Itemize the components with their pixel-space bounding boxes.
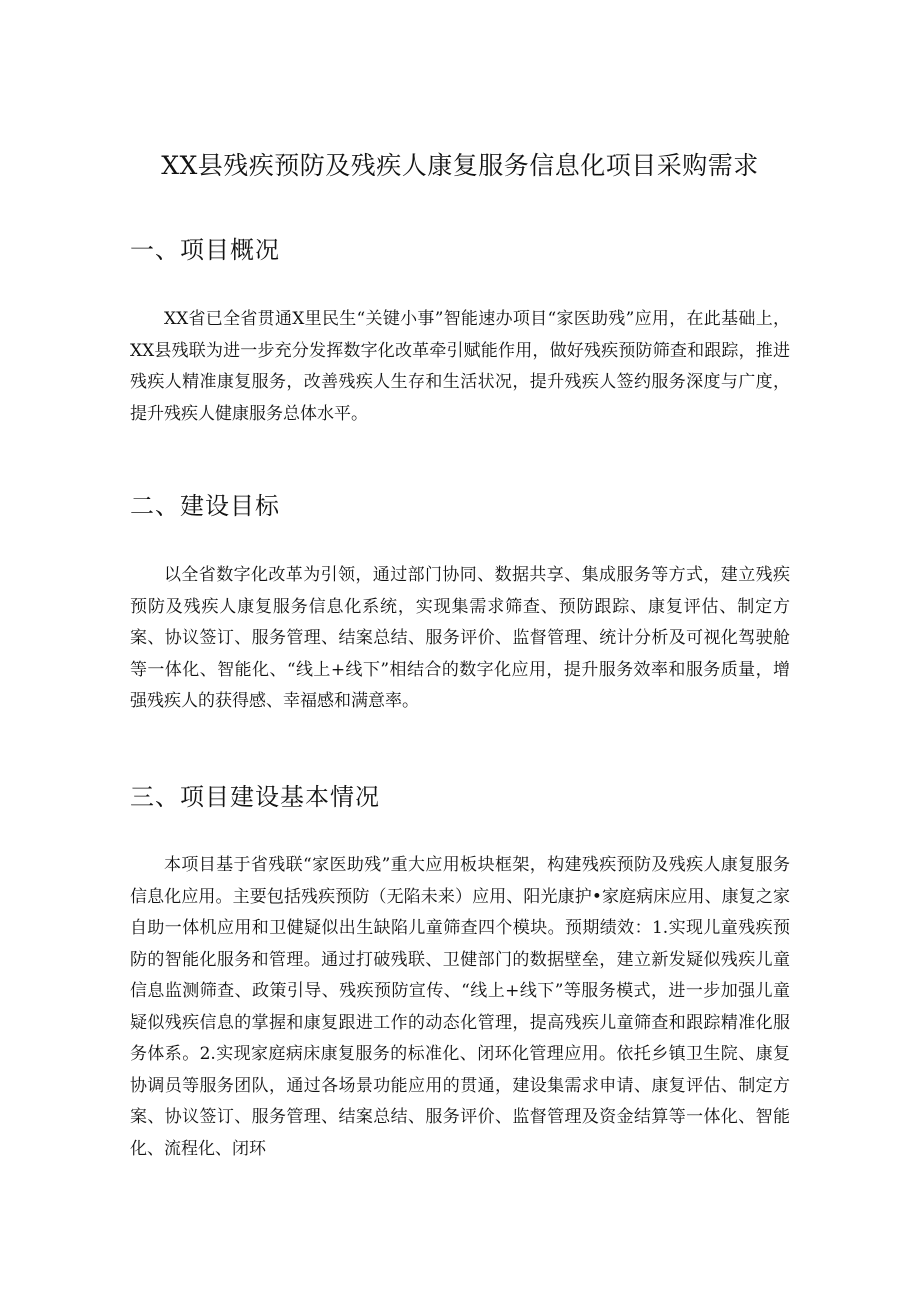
section-paragraph-project-overview: XX省已全省贯通X里民生“关键小事”智能速办项目“家医助残”应用，在此基础上，XX县残联为进一步充分发挥数字化改革牵引赋能作用，做好残疾预防筛查和跟踪，推进残疾人精准康复服务，改善残疾人生存和生活状况，提升残疾人签约服务深度与广度，提升残疾人健康服务总体水平。 [130, 309, 790, 424]
section-heading-basic-situation: 三、项目建设基本情况 [130, 783, 380, 811]
document-title: XX县残疾预防及残疾人康复服务信息化项目采购需求 [161, 151, 759, 180]
section-heading-construction-goals: 二、建设目标 [130, 492, 280, 520]
section-heading-project-overview: 一、项目概况 [130, 236, 280, 264]
section-paragraph-construction-goals: 以全省数字化改革为引领，通过部门协同、数据共享、集成服务等方式，建立残疾预防及残疾人康复服务信息化系统，实现集需求筛查、预防跟踪、康复评估、制定方案、协议签订、服务管理、结案总结、服务评价、监督管理、统计分析及可视化驾驶舱等一体化、智能化、“线上+线下”相结合的数字化应用，提升服务效率和服务质量，增强残疾人的获得感、幸福感和满意率。 [130, 565, 790, 711]
section-paragraph-basic-situation: 本项目基于省残联“家医助残”重大应用板块框架，构建残疾预防及残疾人康复服务信息化应用。主要包括残疾预防（无陷未来）应用、阳光康护•家庭病床应用、康复之家自助一体机应用和卫健疑似出生缺陷儿童筛查四个模块。预期绩效：1.实现儿童残疾预防的智能化服务和管理。通过打破残联、卫健部门的数据壁垒，建立新发疑似残疾儿童信息监测筛查、政策引导、残疾预防宣传、“线上+线下”等服务模式，进一步加强儿童疑似残疾信息的掌握和康复跟进工作的动态化管理，提高残疾儿童筛查和跟踪精准化服务体系。2.实现家庭病床康复服务的标准化、闭环化管理应用。依托乡镇卫生院、康复协调员等服务团队，通过各场景功能应用的贯通，建设集需求申请、康复评估、制定方案、协议签订、服务管理、结案总结、服务评价、监督管理及资金结算等一体化、智能化、流程化、闭环 [130, 855, 790, 1159]
